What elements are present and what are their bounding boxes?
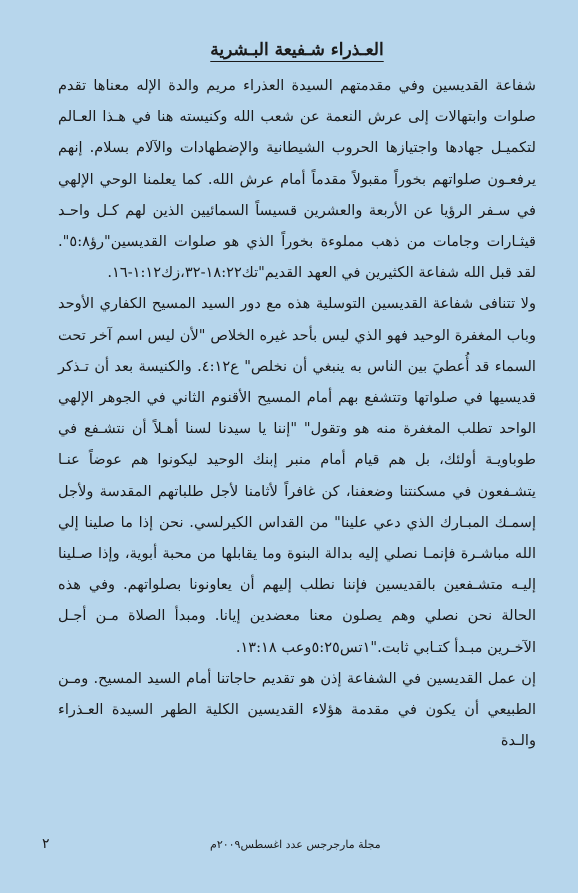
- page-title: العـذراء شـفيعة البـشرية: [210, 40, 384, 60]
- footer-magazine-issue: مجلة مارجرجس عدد اغسطس٢٠٠٩م: [210, 838, 381, 851]
- paragraph: إن عمل القديسين في الشفاعة إذن هو تقديم حاجاتنا أمام السيد المسيح. ومـن الطبيعي أن يكون في مقدمة هؤلاء القديسين الكلية الطهر السيدة العـذراء والـدة: [58, 669, 536, 750]
- paragraph: شفاعة القديسين وفي مقدمتهم السيدة العذراء مريم والدة الإله معناها تقدم صلوات وابتهالات إلى عرش النعمة عن شعب الله وكنيسته هنا في هـذا العـالم لتكميـل جهادها واجتيازها الحروب الشيطانية والإضطهادات والآلام بسلام. إنهم يرفعـون صلواتهم بخوراً مقبولاً مقدماً أمام عرش الله. كما يعلمنا الوحي الإلهي في سـفر الرؤيا عن الأربعة والعشرين قسيساً السمائيين الذين لهم كـل واحـد قيثـارات وجامات من ذهب مملوءة بخوراً الذي هو صلوات القديسين"رؤ٥:٨". لقد قبل الله شفاعة الكثيرين في العهد القديم"تك١٨:٢٢-٣٢،زك١:١٢-١٦.: [58, 77, 536, 282]
- page-number: ٢: [42, 836, 50, 852]
- article-body: [58, 70, 536, 756]
- paragraph: ولا تتنافى شفاعة القديسين التوسلية هذه مع دور السيد المسيح الكفاري الأوحد وباب المغفرة الوحيد فهو الذي ليس بأحد غيره الخلاص "لأن ليس اسم آخر تحت السماء قد أُعطيَ بين الناس به ينبغي أن نخلص" ع٤:١٢. والكنيسة بعد أن تـذكر قديسيها في صلواتها وتتشفع بهم أمام المسيح الأقنوم الثاني في الجوهر الإلهي الواحد تطلب المغفرة منه هو وتقول" "إننا يا سيدنا لسنا أهـلاً أن نتشـفع في طوباويـة أولئك، بل هم قيام أمام منبر إبنك الوحيد ليكونوا هم عوضاً عنـا يتشـفعون في مسكنتنا وضعفنا، كن غافراً لأثامنا لأجل طلباتهم المقدسة ولأجل إسمـك المبـارك الذي دعي علينا" من القداس الكيرلسي. نحن إذا ما صلينا إلي الله مباشـرة فإنمـا نصلي إليه بدالة البنوة وما يقابلها من محبة أبوية، وإذا صـلينا إليـه متشـفعين بالقديسين فإننا نطلب إليهم أن يعاونونا بصلواتهم. وفي هذه الحالة نحن نصلي وهم يصلون معنا معضدين إيانا. ومبدأ الصلاة مـن أجـل الآخـرين مبـدأ كتـابي ثابت."١تس٥:٢٥وعب ١٣:١٨.: [58, 295, 536, 656]
- page-footer: [0, 838, 578, 858]
